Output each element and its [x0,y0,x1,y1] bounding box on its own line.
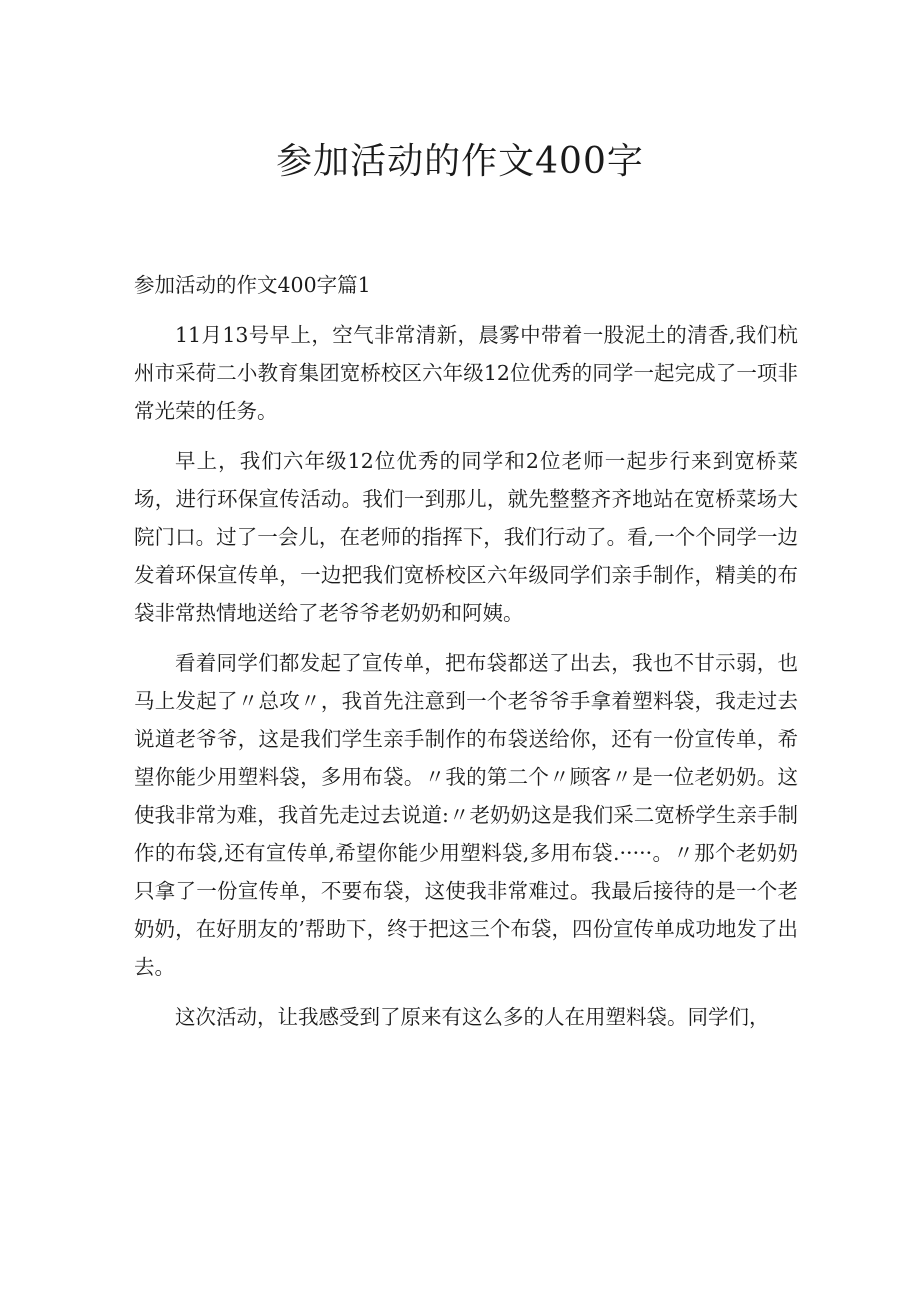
paragraph-4: 这次活动，让我感受到了原来有这么多的人在用塑料袋。同学们， [175,1005,770,1029]
paragraph-1: 11月13号早上，空气非常清新，晨雾中带着一股泥土的清香,我们杭州市采荷二小教育集团宽桥校区六年级12位优秀的同学一起完成了一项非常光荣的任务。 [134,323,798,423]
section-heading: 参加活动的作文400字篇1 [134,273,371,297]
paragraph-3: 看着同学们都发起了宣传单，把布袋都送了出去，我也不甘示弱，也马上发起了〃总攻〃，我首先注意到一个老爷爷手拿着塑料袋，我走过去说道老爷爷，这是我们学生亲手制作的布袋送给你，还有一份宣传单，希望你能少用塑料袋，多用布袋。〃我的第二个〃顾客〃是一位老奶奶。这使我非常为难，我首先走过去说道:〃老奶奶这是我们采二宽桥学生亲手制作的布袋,还有宣传单,希望你能少用塑料袋,多用布袋.·····。〃那个老奶奶只拿了一份宣传单，不要布袋，这使我非常难过。我最后接待的是一个老奶奶，在好朋友的’帮助下，终于把这三个布袋，四份宣传单成功地发了出去。 [134,651,798,979]
document-title: 参加活动的作文400字 [276,141,644,182]
paragraph-2: 早上，我们六年级12位优秀的同学和2位老师一起步行来到宽桥菜场，进行环保宣传活动。我们一到那儿，就先整整齐齐地站在宽桥菜场大院门口。过了一会儿，在老师的指挥下，我们行动了。看,一个个同学一边发着环保宣传单，一边把我们宽桥校区六年级同学们亲手制作，精美的布袋非常热情地送给了老爷爷老奶奶和阿姨。 [134,449,798,625]
document-body [134,266,798,1048]
